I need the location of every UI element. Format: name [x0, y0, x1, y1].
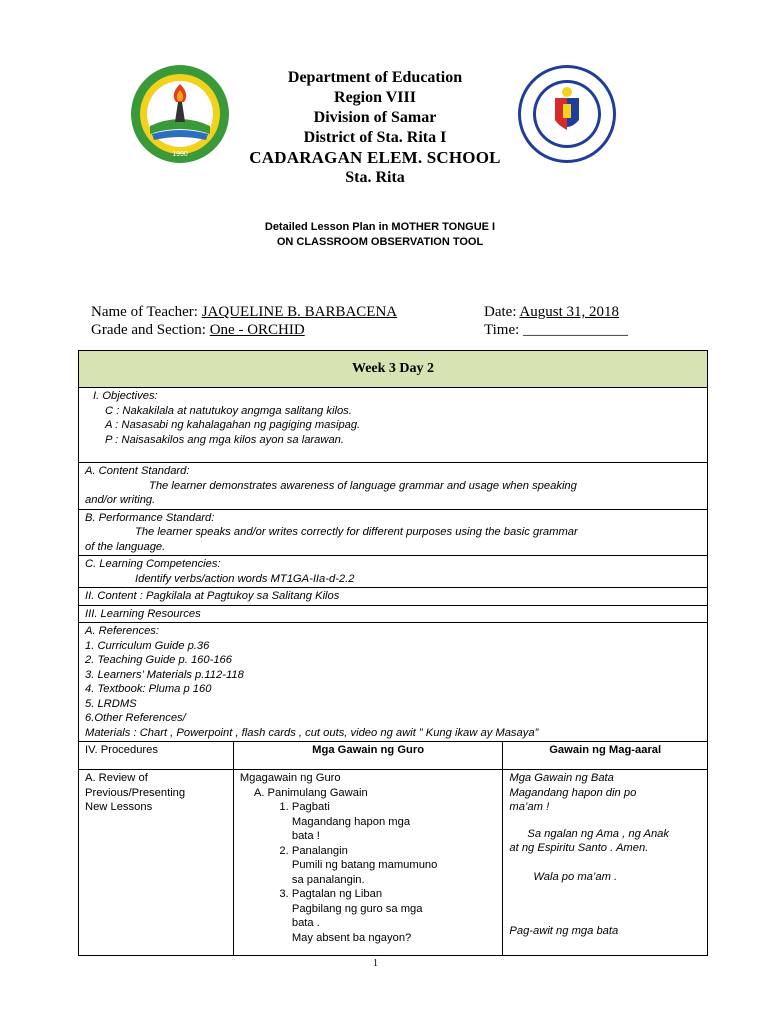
student-line: Sa ngalan ng Ama , ng Anak	[527, 827, 669, 840]
student-line: Wala po ma’am .	[533, 870, 618, 883]
student-line: ma’am !	[509, 801, 550, 813]
page-number: 1	[373, 958, 378, 969]
content-standard-heading: A. Content Standard:	[85, 465, 190, 477]
step-line: Pagbilang ng guro sa mga	[291, 902, 423, 915]
department-line: Department of Education	[287, 69, 463, 86]
review-label-line: Previous/Presenting	[85, 786, 186, 799]
reference-materials: Materials : Chart , Powerpoint , flash cards , cut outs, video ng awit ” Kung ikaw ay Masaya”	[85, 726, 539, 739]
reference-item: 5. LRDMS	[85, 697, 137, 710]
performance-standard-line2: of the language.	[85, 540, 166, 553]
objective-c: C : Nakakilala at natutukoy angmga salitang kilos.	[105, 404, 352, 417]
date-label: Date:	[484, 304, 517, 320]
competencies-line1: Identify verbs/action words MT1GA-IIa-d-2.2	[135, 572, 355, 585]
teacher-steps	[240, 800, 497, 945]
competencies-heading: C. Learning Competencies:	[85, 558, 221, 570]
step-item	[292, 844, 497, 888]
region-line: Region VIII	[334, 89, 416, 106]
teacher-label: Name of Teacher:	[91, 304, 198, 320]
grade-info	[91, 321, 305, 340]
svg-text:1990: 1990	[172, 151, 188, 158]
teacher-activities-sub: A. Panimulang Gawain	[253, 786, 368, 799]
review-label-cell	[79, 770, 234, 956]
content-standard-line2: and/or writing.	[85, 494, 156, 506]
step-title: Panalangin	[291, 844, 348, 857]
teacher-name: JAQUELINE B. BARBACENA	[201, 304, 398, 320]
step-line: Pumili ng batang mamumuno	[291, 859, 438, 871]
reference-item: 4. Textbook: Pluma p 160	[85, 683, 212, 695]
competencies-cell	[79, 556, 708, 588]
step-line: bata .	[291, 917, 320, 929]
town-line: Sta. Rita	[345, 169, 405, 186]
step-item	[292, 887, 497, 945]
plan-title-line1: Detailed Lesson Plan in MOTHER TONGUE I	[264, 221, 496, 233]
plan-title-line2: ON CLASSROOM OBSERVATION TOOL	[276, 236, 484, 248]
review-label-line: New Lessons	[85, 801, 153, 813]
objectives-heading: I. Objectives:	[93, 390, 158, 402]
reference-item: 6.Other References/	[85, 712, 186, 724]
review-label-line: A. Review of	[85, 772, 148, 784]
procedures-col-header: IV. Procedures	[79, 742, 234, 770]
content-cell: II. Content : Pagkilala at Pagtukoy sa Salitang Kilos	[79, 588, 708, 606]
header-block	[215, 68, 535, 188]
date-value: August 31, 2018	[519, 304, 620, 320]
student-line: at ng Espiritu Santo . Amen.	[509, 842, 649, 854]
step-line: Magandang hapon mga	[291, 815, 411, 828]
step-item	[292, 800, 497, 844]
plan-title	[150, 220, 610, 250]
district-line: District of Sta. Rita I	[303, 129, 447, 146]
student-line: Mga Gawain ng Bata	[509, 772, 614, 784]
student-line: Magandang hapon din po	[509, 786, 637, 799]
references-heading: A. References:	[85, 625, 159, 637]
references-cell	[79, 623, 708, 742]
teacher-col-header: Mga Gawain ng Guro	[233, 742, 503, 770]
step-line: May absent ba ngayon?	[291, 931, 412, 944]
objectives-cell	[79, 388, 708, 463]
performance-standard-cell	[79, 509, 708, 556]
performance-standard-line1: The learner speaks and/or writes correctly for different purposes using the basic grammar	[135, 526, 578, 538]
school-name: CADARAGAN ELEM. SCHOOL	[249, 148, 501, 167]
teacher-activities-cell	[233, 770, 503, 956]
step-line: sa panalangin.	[291, 873, 365, 886]
student-activities-cell	[503, 770, 708, 956]
date-info	[484, 303, 619, 322]
teacher-activities-title: Mgagawain ng Guro	[239, 772, 341, 784]
time-value: ______________	[523, 322, 629, 338]
teacher-info	[91, 303, 397, 322]
time-info	[484, 321, 628, 340]
content-standard-cell	[79, 463, 708, 510]
reference-item: 2. Teaching Guide p. 160-166	[85, 654, 232, 666]
division-line: Division of Samar	[313, 109, 437, 126]
resources-cell: III. Learning Resources	[79, 605, 708, 623]
reference-item: 1. Curriculum Guide p.36	[85, 639, 210, 652]
objective-a: A : Nasasabi ng kahalagahan ng pagiging masipag.	[105, 419, 361, 431]
step-title: Pagtalan ng Liban	[291, 888, 383, 900]
reference-item: 3. Learners’ Materials p.112-118	[85, 668, 244, 681]
step-line: bata !	[291, 830, 320, 842]
performance-standard-heading: B. Performance Standard:	[85, 511, 215, 524]
grade-value: One - ORCHID	[209, 322, 305, 338]
step-title: Pagbati	[291, 801, 330, 813]
time-label: Time:	[484, 322, 520, 338]
objective-p: P : Naisasakilos ang mga kilos ayon sa larawan.	[105, 433, 344, 446]
student-col-header: Gawain ng Mag-aaral	[503, 742, 708, 770]
content-standard-line1: The learner demonstrates awareness of language grammar and usage when speaking	[149, 479, 577, 492]
lesson-plan-table	[78, 350, 708, 956]
student-line: Pag-awit ng mga bata	[509, 925, 619, 937]
week-header: Week 3 Day 2	[79, 351, 708, 388]
grade-label: Grade and Section:	[91, 322, 206, 338]
